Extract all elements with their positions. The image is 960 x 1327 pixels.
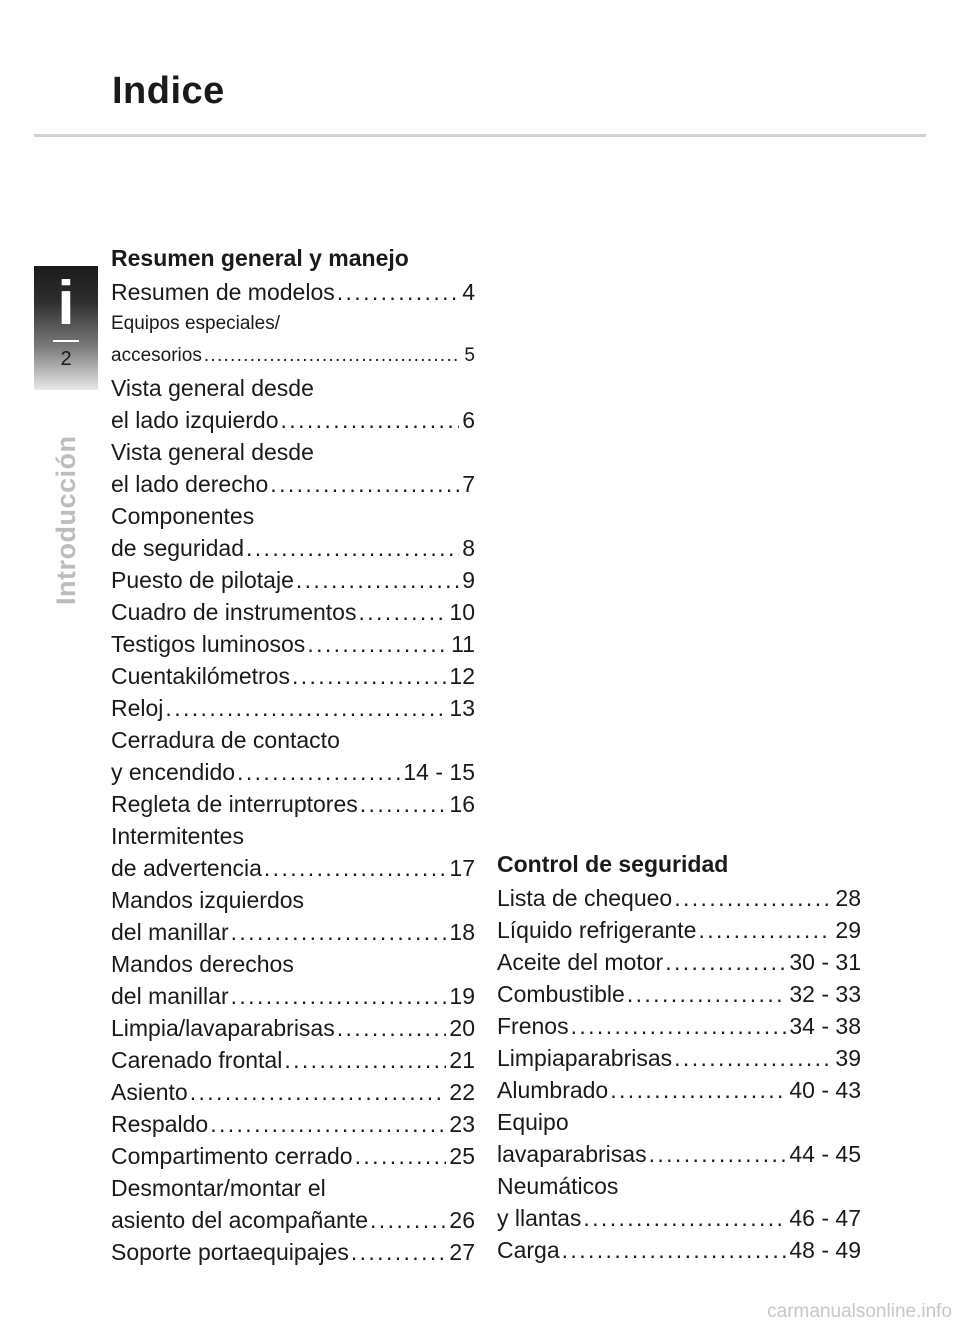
toc-entry-page: 13 xyxy=(449,695,475,721)
toc-entry[interactable] xyxy=(497,1138,861,1170)
toc-entry-page: 7 xyxy=(462,471,475,497)
toc-section-overview xyxy=(111,240,475,1268)
toc-entry[interactable] xyxy=(111,1076,475,1108)
toc-entry[interactable] xyxy=(497,1170,861,1202)
dot-leader xyxy=(610,1074,786,1106)
toc-entry-label: Cuadro de instrumentos xyxy=(111,599,357,625)
toc-entry-label: Resumen de modelos xyxy=(111,279,335,305)
toc-entry-page: 30 - 31 xyxy=(789,949,861,975)
dot-leader xyxy=(284,1044,446,1076)
toc-section-safety-check xyxy=(497,846,861,1266)
toc-entry-label: Regleta de interruptores xyxy=(111,791,358,817)
toc-entry[interactable] xyxy=(111,852,475,884)
toc-entry[interactable] xyxy=(111,756,475,788)
toc-entry[interactable] xyxy=(111,468,475,500)
toc-entry-page: 27 xyxy=(449,1239,475,1265)
toc-entry-label: Limpiaparabrisas xyxy=(497,1045,673,1071)
dot-leader xyxy=(674,882,832,914)
toc-entry-label: Frenos xyxy=(497,1013,569,1039)
toc-entry-label: Vista general desde xyxy=(111,375,314,401)
toc-entry-page: 40 - 43 xyxy=(789,1077,861,1103)
dot-leader xyxy=(649,1138,787,1170)
toc-entry[interactable] xyxy=(111,628,475,660)
toc-entry-label: Compartimento cerrado xyxy=(111,1143,353,1169)
toc-entry[interactable] xyxy=(111,1044,475,1076)
chapter-tab xyxy=(34,266,98,390)
dot-leader xyxy=(210,1108,446,1140)
toc-entry-label: accesorios xyxy=(111,345,202,366)
dot-leader xyxy=(351,1236,447,1268)
toc-entry-page: 23 xyxy=(449,1111,475,1137)
toc-entry-page: 25 xyxy=(449,1143,475,1169)
toc-entry-label: Combustible xyxy=(497,981,625,1007)
toc-entry-label: Limpia/lavaparabrisas xyxy=(111,1015,335,1041)
toc-entry-page: 34 - 38 xyxy=(789,1013,861,1039)
toc-entry-label: Lista de chequeo xyxy=(497,885,673,911)
toc-entry-label: Soporte portaequipajes xyxy=(111,1239,349,1265)
toc-entry-page: 28 xyxy=(835,885,861,911)
toc-entry-label: Intermitentes xyxy=(111,823,244,849)
toc-entry-page: 4 xyxy=(462,279,475,305)
toc-entry-label: el lado izquierdo xyxy=(111,407,279,433)
toc-entry-label: Mandos izquierdos xyxy=(111,887,305,913)
toc-entry-label: Carenado frontal xyxy=(111,1047,283,1073)
tab-divider xyxy=(53,340,79,342)
dot-leader xyxy=(571,1010,787,1042)
dot-leader xyxy=(337,1012,447,1044)
dot-leader xyxy=(237,756,400,788)
dot-leader xyxy=(583,1202,786,1234)
toc-entry-page: 26 xyxy=(449,1207,475,1233)
toc-entry[interactable] xyxy=(111,1140,475,1172)
dot-leader xyxy=(296,564,459,596)
toc-entry[interactable] xyxy=(111,948,475,980)
toc-entry[interactable] xyxy=(497,1074,861,1106)
toc-entry[interactable] xyxy=(497,978,861,1010)
toc-entry[interactable] xyxy=(497,1042,861,1074)
toc-entry-page: 44 - 45 xyxy=(789,1141,861,1167)
toc-entry-page: 10 xyxy=(449,599,475,625)
info-icon: i xyxy=(57,269,75,338)
toc-entry-label: de advertencia xyxy=(111,855,262,881)
toc-entry-page: 46 - 47 xyxy=(789,1205,861,1231)
toc-entry-label: Aceite del motor xyxy=(497,949,664,975)
toc-entry-label: el lado derecho xyxy=(111,471,269,497)
toc-entry-page: 9 xyxy=(462,567,475,593)
toc-entry-page: 32 - 33 xyxy=(789,981,861,1007)
dot-leader xyxy=(190,1076,447,1108)
page-title: Indice xyxy=(112,70,225,112)
dot-leader xyxy=(355,1140,447,1172)
toc-entry-page: 20 xyxy=(449,1015,475,1041)
toc-entry-label: Mandos derechos xyxy=(111,951,294,977)
dot-leader xyxy=(665,946,786,978)
toc-entry-page: 16 xyxy=(449,791,475,817)
dot-leader xyxy=(674,1042,832,1074)
dot-leader xyxy=(358,596,446,628)
toc-entry[interactable] xyxy=(111,436,475,468)
toc-entry-label: y encendido xyxy=(111,759,236,785)
dot-leader xyxy=(698,914,832,946)
toc-entry-label: Cerradura de contacto xyxy=(111,727,340,753)
dot-leader xyxy=(231,980,447,1012)
toc-entry-page: 12 xyxy=(449,663,475,689)
dot-leader xyxy=(562,1234,787,1266)
dot-leader xyxy=(281,404,460,436)
dot-leader xyxy=(270,468,459,500)
toc-entry[interactable] xyxy=(111,500,475,532)
toc-entry-label: Respaldo xyxy=(111,1111,209,1137)
dot-leader xyxy=(231,916,447,948)
dot-leader xyxy=(246,532,459,564)
toc-entry-label: de seguridad xyxy=(111,535,244,561)
toc-entry[interactable] xyxy=(111,1172,475,1204)
toc-entry[interactable] xyxy=(111,884,475,916)
watermark: carmanualsonline.info xyxy=(767,1301,952,1322)
dot-leader xyxy=(360,788,447,820)
toc-entry[interactable] xyxy=(497,1106,861,1138)
toc-entry-label: Puesto de pilotaje xyxy=(111,567,294,593)
toc-entry[interactable] xyxy=(111,692,475,724)
toc-entry-page: 19 xyxy=(449,983,475,1009)
dot-leader xyxy=(307,628,448,660)
toc-entry[interactable] xyxy=(497,1202,861,1234)
toc-entry[interactable] xyxy=(497,882,861,914)
toc-entry-label: Cuentakilómetros xyxy=(111,663,290,689)
toc-entry-page: 39 xyxy=(835,1045,861,1071)
dot-leader xyxy=(627,978,787,1010)
toc-entry-page: 5 xyxy=(464,345,475,366)
toc-entry[interactable] xyxy=(111,1204,475,1236)
toc-entry-page: 17 xyxy=(449,855,475,881)
section-heading: Control de seguridad xyxy=(497,851,729,877)
page-number: 2 xyxy=(60,348,72,370)
toc-entry[interactable] xyxy=(111,340,475,372)
toc-entry-page: 29 xyxy=(835,917,861,943)
toc-entry-page: 8 xyxy=(462,535,475,561)
toc-entry[interactable] xyxy=(111,1108,475,1140)
title-divider xyxy=(34,134,926,137)
chapter-side-label: Introducción xyxy=(51,435,81,605)
toc-entry-label: Carga xyxy=(497,1237,560,1263)
toc-entry[interactable] xyxy=(111,532,475,564)
toc-entry-page: 11 xyxy=(451,631,475,657)
toc-entry-label: Componentes xyxy=(111,503,255,529)
toc-entry-label: y llantas xyxy=(497,1205,582,1231)
toc-entry-page: 14 - 15 xyxy=(403,759,475,785)
toc-entry-label: Desmontar/montar el xyxy=(111,1175,326,1201)
toc-entry[interactable] xyxy=(111,308,475,340)
toc-entry[interactable] xyxy=(111,1012,475,1044)
toc-entry-label: Asiento xyxy=(111,1079,188,1105)
toc-entry-label: del manillar xyxy=(111,983,229,1009)
toc-entry[interactable] xyxy=(111,660,475,692)
toc-entry-page: 6 xyxy=(462,407,475,433)
toc-entry[interactable] xyxy=(497,1010,861,1042)
dot-leader xyxy=(370,1204,446,1236)
toc-entry[interactable] xyxy=(111,564,475,596)
toc-entry[interactable] xyxy=(111,372,475,404)
toc-entry[interactable] xyxy=(111,276,475,308)
toc-entry-label: Equipos especiales/ xyxy=(111,313,280,334)
toc-entry-label: Vista general desde xyxy=(111,439,314,465)
dot-leader xyxy=(264,852,447,884)
dot-leader xyxy=(337,276,459,308)
toc-entry[interactable] xyxy=(497,914,861,946)
toc-entry[interactable] xyxy=(497,1234,861,1266)
toc-entry-page: 48 - 49 xyxy=(789,1237,861,1263)
toc-entry[interactable] xyxy=(111,724,475,756)
toc-entry-label: asiento del acompañante xyxy=(111,1207,369,1233)
toc-entry[interactable] xyxy=(111,788,475,820)
toc-entry[interactable] xyxy=(111,820,475,852)
dot-leader xyxy=(292,660,446,692)
toc-entry-label: Neumáticos xyxy=(497,1173,619,1199)
toc-entry-label: Reloj xyxy=(111,695,164,721)
toc-entry[interactable] xyxy=(111,1236,475,1268)
toc-entry-label: Equipo xyxy=(497,1109,569,1135)
toc-entry-page: 22 xyxy=(449,1079,475,1105)
section-heading: Resumen general y manejo xyxy=(111,245,409,271)
toc-entry[interactable] xyxy=(111,916,475,948)
dot-leader xyxy=(204,340,462,372)
toc-entry-label: Testigos luminosos xyxy=(111,631,306,657)
dot-leader xyxy=(165,692,446,724)
toc-entry[interactable] xyxy=(111,404,475,436)
toc-entry-label: Alumbrado xyxy=(497,1077,609,1103)
toc-entry[interactable] xyxy=(497,946,861,978)
toc-entry-label: del manillar xyxy=(111,919,229,945)
toc-entry-page: 18 xyxy=(449,919,475,945)
toc-entry-label: Líquido refrigerante xyxy=(497,917,697,943)
toc-entry-page: 21 xyxy=(449,1047,475,1073)
toc-entry[interactable] xyxy=(111,980,475,1012)
toc-entry[interactable] xyxy=(111,596,475,628)
toc-entry-label: lavaparabrisas xyxy=(497,1141,647,1167)
